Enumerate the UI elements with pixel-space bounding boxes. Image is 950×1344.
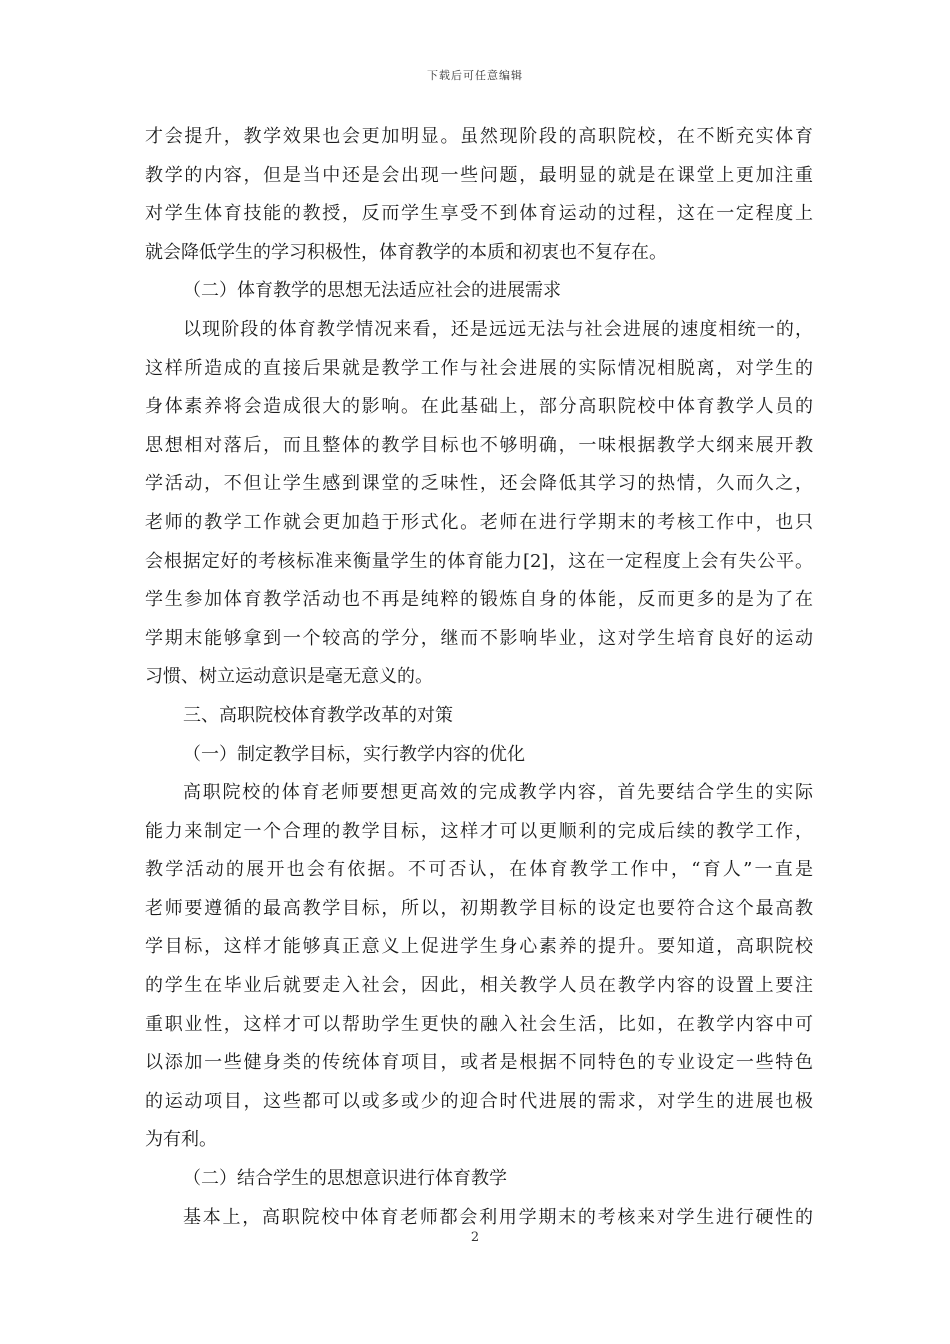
paragraph-line: 的运动项目，这些都可以或多或少的迎合时代进展的需求，对学生的进展也极 xyxy=(145,1090,813,1112)
paragraph-line: 这样所造成的直接后果就是教学工作与社会进展的实际情况相脱离，对学生的 xyxy=(145,357,813,379)
paragraph-line: 学目标，这样才能够真正意义上促进学生身心素养的提升。要知道，高职院校 xyxy=(145,936,813,958)
paragraph-line: 的学生在毕业后就要走入社会，因此，相关教学人员在教学内容的设置上要注 xyxy=(145,975,813,997)
paragraph-line: 基本上，高职院校中体育老师都会利用学期末的考核来对学生进行硬性的 xyxy=(183,1206,813,1228)
paragraph-line: 教学的内容，但是当中还是会出现一些问题，最明显的就是在课堂上更加注重 xyxy=(145,164,813,186)
paragraph-line: 对学生体育技能的教授，反而学生享受不到体育运动的过程，这在一定程度上 xyxy=(145,203,813,225)
paragraph-line: 教学活动的展开也会有依据。不可否认，在体育教学工作中，“育人”一直是 xyxy=(145,859,813,881)
section-heading: （二）体育教学的思想无法适应社会的进展需求 xyxy=(183,280,561,302)
paragraph-line: 身体素养将会造成很大的影响。在此基础上，部分高职院校中体育教学人员的 xyxy=(145,396,813,418)
page-header: 下载后可任意编辑 xyxy=(427,69,523,82)
paragraph-line: 高职院校的体育老师要想更高效的完成教学内容，首先要结合学生的实际 xyxy=(183,782,813,804)
paragraph-line: 以现阶段的体育教学情况来看，还是远远无法与社会进展的速度相统一的， xyxy=(183,318,813,340)
paragraph-line: 学活动，不但让学生感到课堂的乏味性，还会降低其学习的热情，久而久之， xyxy=(145,473,813,495)
paragraph-line: 习惯、树立运动意识是毫无意义的。 xyxy=(145,666,433,688)
paragraph-line: 以添加一些健身类的传统体育项目，或者是根据不同特色的专业设定一些特色 xyxy=(145,1052,813,1074)
paragraph-line: 老师的教学工作就会更加趋于形式化。老师在进行学期末的考核工作中，也只 xyxy=(145,511,813,533)
paragraph-line: 才会提升，教学效果也会更加明显。虽然现阶段的高职院校，在不断充实体育 xyxy=(145,126,813,147)
paragraph-line: 学生参加体育教学活动也不再是纯粹的锻炼自身的体能，反而更多的是为了在 xyxy=(145,589,813,611)
paragraph-line: 就会降低学生的学习积极性，体育教学的本质和初衷也不复存在。 xyxy=(145,241,667,263)
page-number: 2 xyxy=(470,1230,480,1245)
paragraph-line: 思想相对落后，而且整体的教学目标也不够明确，一味根据教学大纲来展开教 xyxy=(145,434,813,456)
paragraph-line: 学期末能够拿到一个较高的学分，继而不影响毕业，这对学生培育良好的运动 xyxy=(145,627,813,649)
paragraph-line: 能力来制定一个合理的教学目标，这样才可以更顺利的完成后续的教学工作， xyxy=(145,820,813,842)
paragraph-line: 老师要遵循的最高教学目标，所以，初期教学目标的设定也要符合这个最高教 xyxy=(145,897,813,919)
paragraph-line: 重职业性，这样才可以帮助学生更快的融入社会生活，比如，在教学内容中可 xyxy=(145,1013,813,1035)
paragraph-line: 会根据定好的考核标准来衡量学生的体育能力[2]，这在一定程度上会有失公平。 xyxy=(145,550,813,572)
section-heading: 三、高职院校体育教学改革的对策 xyxy=(183,704,453,726)
subsection-heading: （一）制定教学目标，实行教学内容的优化 xyxy=(183,743,525,765)
document-body xyxy=(145,118,813,1237)
paragraph-line: 为有利。 xyxy=(145,1129,217,1151)
subsection-heading: （二）结合学生的思想意识进行体育教学 xyxy=(183,1168,507,1190)
